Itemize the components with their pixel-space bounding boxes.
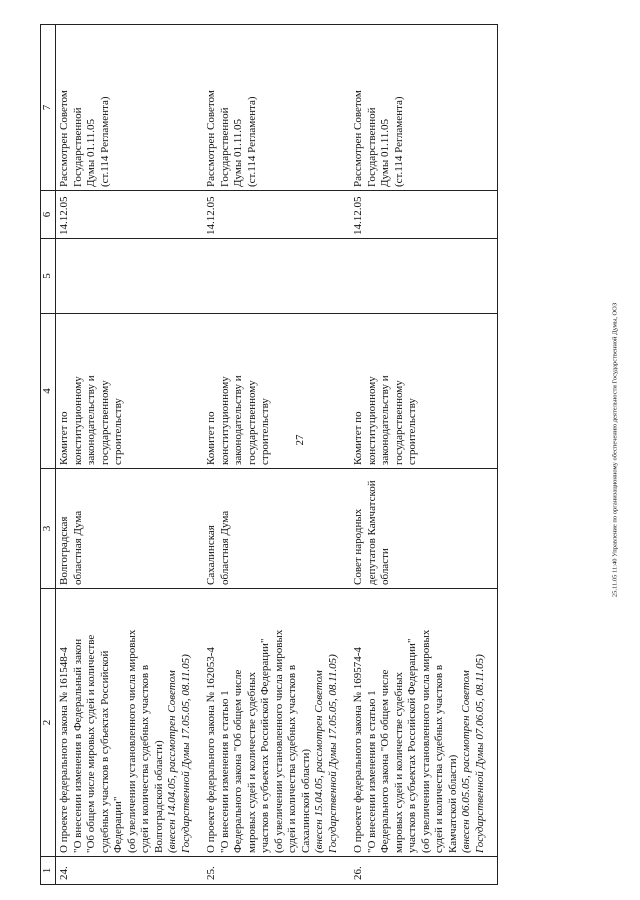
initiator-cell	[56, 469, 204, 589]
bill-description-line: "Об общем числе мировых судей и количестве	[85, 634, 97, 853]
status-line: Государственной	[365, 107, 378, 187]
header-col-4: 4	[41, 314, 56, 469]
committee-line: строительству	[406, 398, 418, 465]
status-line: (ст.114 Регламента)	[98, 96, 111, 187]
committee-line: конституционному	[365, 376, 378, 465]
committee-cell	[56, 314, 204, 469]
bills-table	[40, 24, 498, 885]
committee-cell	[203, 314, 350, 469]
bill-description-cell	[350, 589, 498, 857]
table-row	[203, 25, 350, 885]
bill-submission-note: Государственной Думы 17.05.05, 08.11.05)	[326, 654, 339, 853]
table-body	[56, 25, 498, 885]
bill-description-line: "О внесении изменения в статью 1	[365, 690, 378, 853]
committee-line: Комитет по	[58, 411, 70, 465]
bill-description-line: "О внесении изменения в статью 1	[218, 690, 231, 853]
bill-description-line: (об увеличении установленного числа мировых	[272, 629, 285, 853]
initiator-line: области	[379, 548, 391, 585]
header-col-1: 1	[41, 857, 56, 885]
initiator-line: Сахалинская	[205, 525, 217, 585]
bill-description-line: О проекте федерального закона № 162053-4	[205, 647, 217, 853]
bill-description-line: (об увеличении установленного числа мировых	[125, 629, 138, 853]
status-line: (ст.114 Регламента)	[245, 96, 258, 187]
header-col-3: 3	[41, 469, 56, 589]
bill-description-line: участков в субъектах Российской Федерации"	[259, 638, 271, 853]
bill-description-cell	[203, 589, 350, 857]
bill-description-line: Сахалинской области)	[299, 748, 312, 853]
committee-cell	[350, 314, 498, 469]
status-cell	[203, 25, 350, 191]
committee-line: конституционному	[218, 376, 231, 465]
bill-description-line: судей и количества судебных участков в	[286, 664, 298, 853]
initiator-cell	[203, 469, 350, 589]
row-number-cell: 24.	[56, 857, 204, 885]
bill-description-line: Федерации"	[112, 796, 124, 853]
bill-submission-note: (внесен 15.04.05, рассмотрен Советом	[313, 670, 325, 853]
committee-line: государственному	[245, 380, 258, 465]
initiator-line: депутатов Камчатской	[365, 480, 378, 585]
column-5-cell	[56, 239, 204, 314]
initiator-line: областная Дума	[218, 510, 231, 585]
status-line: Рассмотрен Советом	[58, 90, 70, 187]
initiator-line: Совет народных	[352, 508, 364, 585]
bill-description-line: Камчатской области)	[446, 754, 459, 853]
bill-description-line: участков в субъектах Российской Федерации"	[406, 638, 418, 853]
committee-line: Комитет по	[352, 411, 364, 465]
bill-description-line: судебных участков в субъектах Российской	[98, 650, 111, 853]
status-cell	[350, 25, 498, 191]
table-row	[56, 25, 204, 885]
date-cell: 14.12.05	[350, 191, 498, 239]
bill-description-line: Федерального закона "Об общем числе	[379, 669, 391, 853]
bill-submission-note: (внесен 14.04.05, рассмотрен Советом	[166, 670, 178, 853]
header-col-2: 2	[41, 589, 56, 857]
bill-description-line: судей и количества судебных участков в	[139, 664, 151, 853]
row-number-cell: 25.	[203, 857, 350, 885]
column-5-cell	[350, 239, 498, 314]
bill-description-line: (об увеличении установленного числа мировых	[419, 629, 432, 853]
bill-submission-note: Государственной Думы 17.05.05, 08.11.05)	[179, 654, 192, 853]
header-col-6: 6	[41, 191, 56, 239]
committee-line: законодательству и	[232, 375, 244, 465]
bill-submission-note: Государственной Думы 07.06.05, 08.11.05)	[473, 654, 486, 853]
initiator-line: Волгоградская	[58, 516, 70, 585]
bill-description-line: мировых судей и количестве судебных	[245, 671, 258, 853]
status-line: Думы 01.11.05	[232, 118, 244, 187]
status-line: (ст.114 Регламента)	[392, 96, 405, 187]
committee-line: законодательству и	[85, 375, 97, 465]
committee-line: конституционному	[71, 376, 84, 465]
status-line: Рассмотрен Советом	[205, 90, 217, 187]
committee-line: Комитет по	[205, 411, 217, 465]
table-frame	[40, 25, 600, 885]
column-5-cell	[203, 239, 350, 314]
bill-description-line: мировых судей и количестве судебных	[392, 671, 405, 853]
bill-description-line: О проекте федерального закона № 169574-4	[352, 647, 364, 853]
committee-line: государственному	[392, 380, 405, 465]
header-col-5: 5	[41, 239, 56, 314]
status-line: Думы 01.11.05	[379, 118, 391, 187]
committee-line: государственному	[98, 380, 111, 465]
committee-line: законодательству и	[379, 375, 391, 465]
header-col-7: 7	[41, 25, 56, 191]
table-row	[350, 25, 498, 885]
date-cell: 14.12.05	[203, 191, 350, 239]
bill-description-cell	[56, 589, 204, 857]
date-cell: 14.12.05	[56, 191, 204, 239]
bill-submission-note: (внесен 06.05.05, рассмотрен Советом	[460, 670, 472, 853]
status-line: Государственной	[71, 107, 84, 187]
status-line: Рассмотрен Советом	[352, 90, 364, 187]
footer-note: 25.11.05 11:40 Управление по организационному обеспечению деятельности Государственной Думы, ООЗ	[611, 302, 619, 598]
page-number: 27	[294, 434, 306, 446]
bill-description-line: Волгоградской области)	[152, 740, 165, 853]
initiator-cell	[350, 469, 498, 589]
committee-line: строительству	[259, 398, 271, 465]
status-line: Государственной	[218, 107, 231, 187]
committee-line: строительству	[112, 398, 124, 465]
row-number-cell: 26.	[350, 857, 498, 885]
table-header-row	[41, 25, 56, 885]
initiator-line: областная Дума	[71, 510, 84, 585]
status-cell	[56, 25, 204, 191]
bill-description-line: судей и количества судебных участков в	[433, 664, 445, 853]
status-line: Думы 01.11.05	[85, 118, 97, 187]
bill-description-line: Федерального закона "Об общем числе	[232, 669, 244, 853]
bill-description-line: "О внесении изменения в Федеральный закон	[71, 638, 84, 853]
rotated-table-container	[40, 25, 600, 885]
bill-description-line: О проекте федерального закона № 161548-4	[58, 647, 70, 853]
